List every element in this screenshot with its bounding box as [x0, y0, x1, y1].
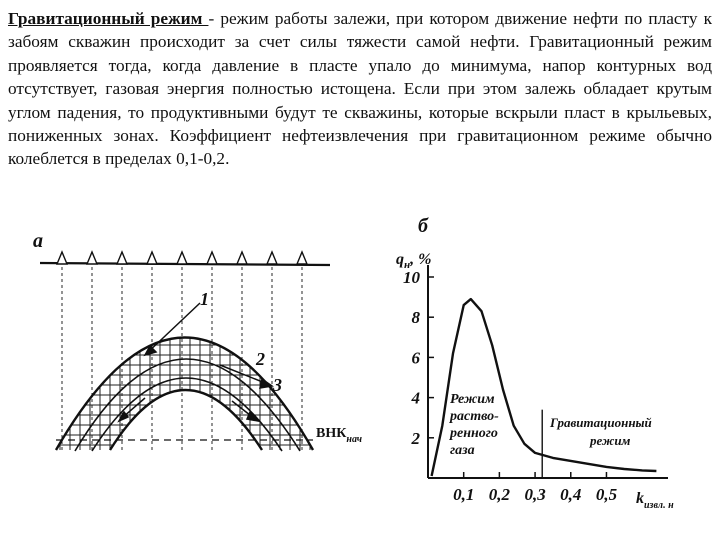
y-tick-label: 2: [411, 428, 420, 448]
owc-label: $ВНК_{нач}$: [316, 426, 363, 445]
region-right-label-line: режим: [590, 433, 631, 448]
term-heading: Гравитационный режим: [8, 9, 209, 28]
term-dash: -: [208, 9, 221, 28]
y-tick-label: 6: [411, 348, 420, 368]
region-left-label-line: ренного: [450, 426, 498, 441]
region-right-label-line: Гравитационный: [550, 415, 652, 430]
wellhead: [267, 252, 277, 451]
definition-body: режим работы залежи, при котором движение нефти по пласту к забоям скважин происходит за счет силы тяжести самой нефти. Гравитационный режим проявляется тогда, когда давление в пласте упало до минимума, напор контурных вод отсутствует, газовая энергия полностью истощена. Если при этом залежь обладает крутым углом падения, то продуктивными будут те скважины, которые вскрыли пласт в крыльевых, пониженных зонах. Коэффициент нефтеизвлечения при гравитационном режиме обычно колеблется в пределах 0,1-0,2.: [8, 9, 713, 169]
x-axis-label: $k_{извл. н}$: [636, 490, 674, 511]
region-left-label-line: газа: [450, 443, 475, 458]
y-tick-label: 8: [411, 308, 420, 328]
wellhead: [57, 252, 67, 451]
x-tick-label: 0,1: [453, 485, 475, 504]
panel-a-label: а: [33, 230, 43, 252]
definition-paragraph: [8, 7, 712, 171]
panel-b-chart: [396, 215, 674, 511]
marker-1: 1: [200, 289, 209, 309]
wellhead: [297, 252, 307, 451]
x-tick-label: 0,3: [524, 485, 546, 504]
y-tick-label: 4: [411, 388, 420, 408]
marker-2: 2: [256, 349, 265, 369]
x-tick-label: 0,2: [488, 485, 511, 504]
panel-a-reservoir-diagram: [33, 230, 362, 451]
x-tick-label: 0,5: [595, 485, 618, 504]
panel-b-label: б: [418, 215, 428, 237]
region-left-label-line: раство-: [450, 409, 499, 424]
region-left-label-line: Режим: [450, 392, 495, 407]
figure: [0, 205, 720, 540]
y-tick-label: 10: [403, 268, 420, 287]
y-axis-label: $q_н$, %: [396, 251, 432, 271]
marker-3: 3: [273, 375, 282, 395]
x-tick-label: 0,4: [560, 485, 582, 504]
